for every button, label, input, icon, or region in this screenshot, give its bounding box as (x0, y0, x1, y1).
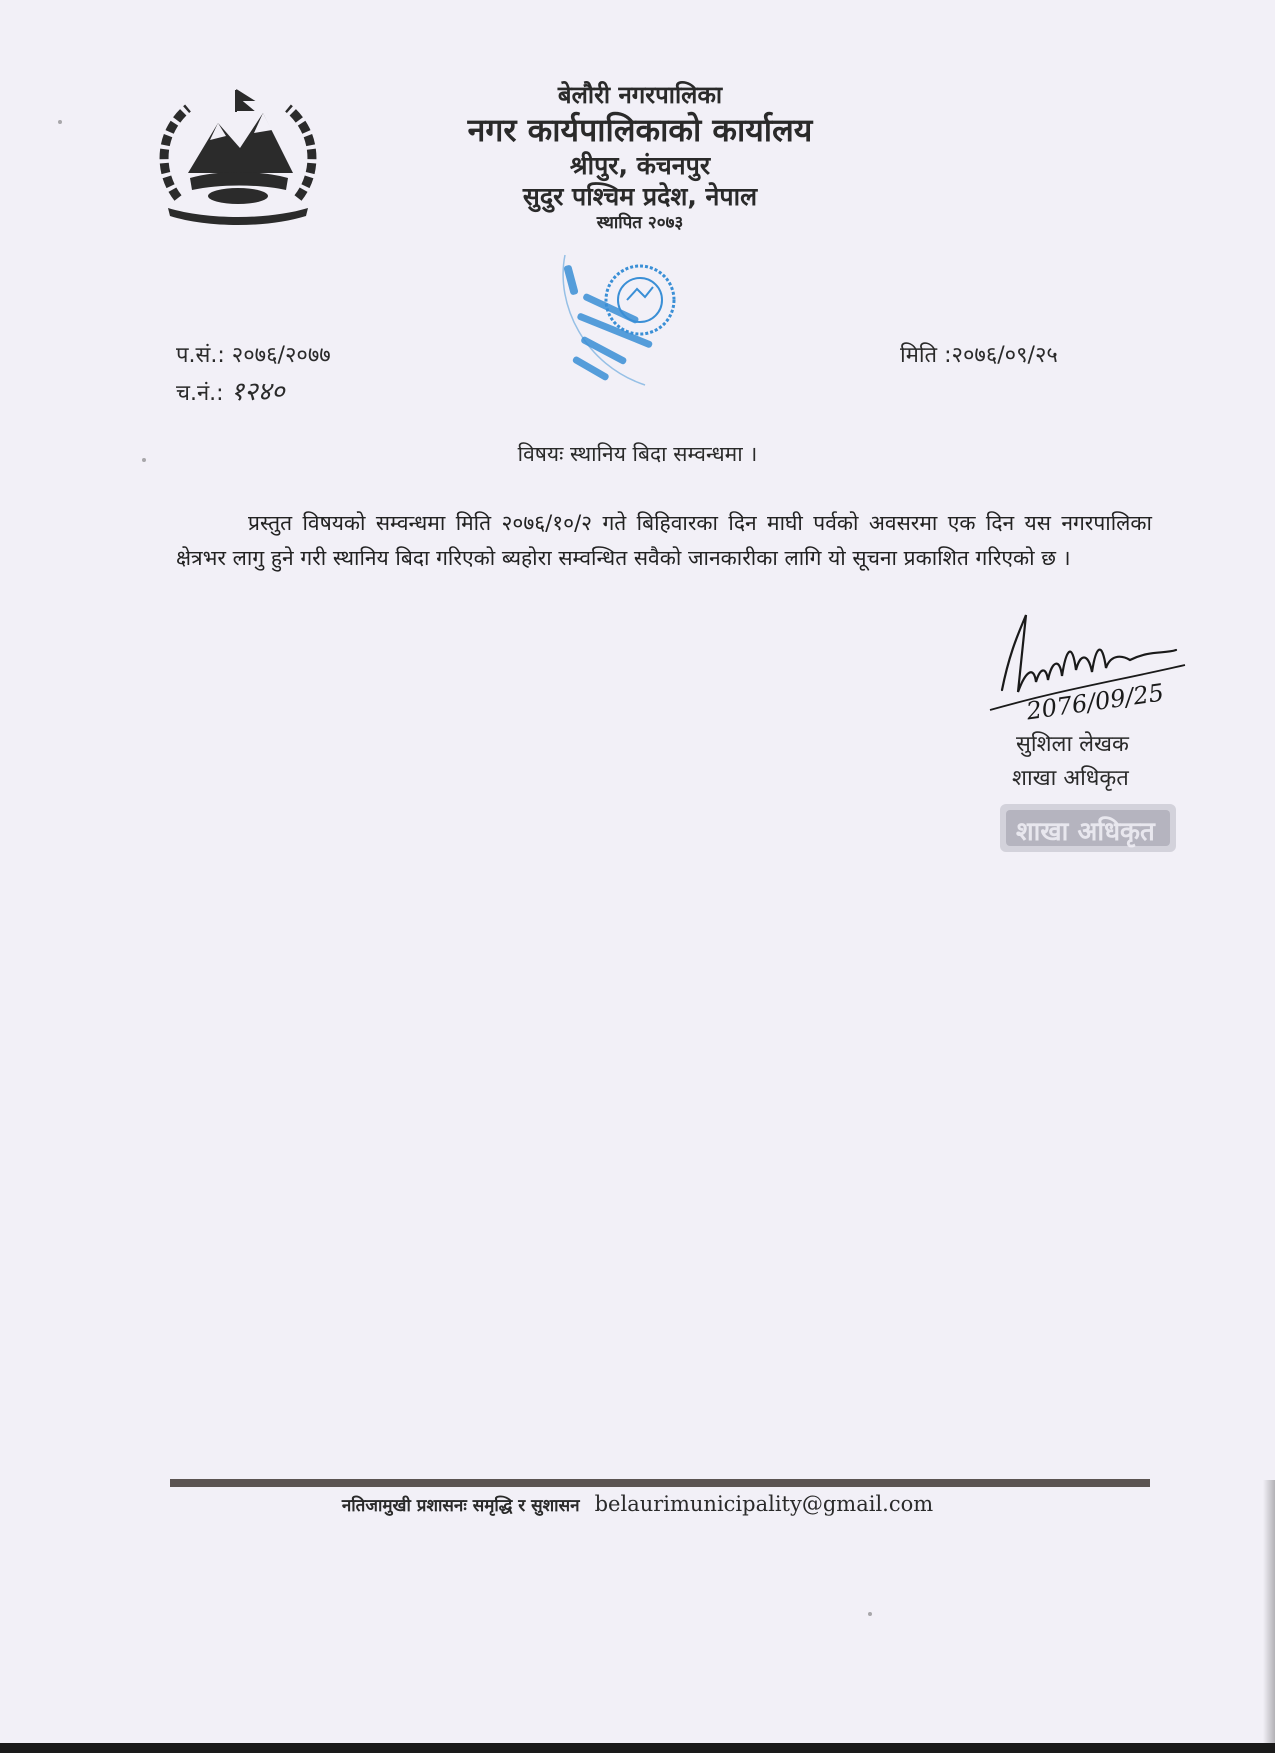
scan-speck (868, 1612, 872, 1616)
office-name: नगर कार्यपालिकाको कार्यालय (467, 111, 813, 149)
letter-body: प्रस्तुत विषयको सम्वन्धमा मिति २०७६/१०/२ गते बिहिवारका दिन माघी पर्वको अवसरमा एक दिन यस नगरपालिका क्षेत्रभर लागु हुने गरी स्थानिय बिदा गरिएको ब्यहोरा सम्वन्धित सवैको जानकारीका लागि यो सूचना प्रकाशित गरिएको छ । (176, 511, 1152, 570)
footer-divider (170, 1479, 1150, 1487)
dispatch-number-label: च.नं.: (176, 381, 224, 406)
signatory-name: सुशिला लेखक (1016, 732, 1129, 757)
signatory-title: शाखा अधिकृत (1012, 766, 1129, 791)
letter-subject: विषयः स्थानिय बिदा सम्वन्धमा । (517, 442, 758, 466)
footer-slogan: नतिजामुखी प्रशासनः समृद्धि र सुशासन (341, 1496, 580, 1516)
date-value: २०७६/०९/२५ (951, 343, 1058, 368)
signature-date: 2076/09/25 (1024, 678, 1166, 726)
fiscal-year-value: २०७६/२०७७ (231, 343, 331, 368)
designation-stamp (998, 798, 1178, 858)
established-year: स्थापित २०७३ (596, 212, 684, 233)
scan-edge-bottom (0, 1743, 1275, 1753)
municipality-name: बेलौरी नगरपालिका (557, 81, 723, 109)
date-block (900, 338, 1058, 374)
scan-edge-shadow (1263, 1480, 1275, 1753)
footer-email: belaurimunicipality@gmail.com (594, 1492, 934, 1516)
office-stamp-icon (545, 245, 715, 415)
date-label: मिति : (900, 343, 952, 368)
office-province: सुदुर पश्चिम प्रदेश, नेपाल (522, 182, 758, 212)
fiscal-year-label: प.सं.: (176, 343, 225, 368)
office-address: श्रीपुर, कंचनपुर (569, 151, 711, 180)
dispatch-number-row (176, 374, 331, 412)
dispatch-number-value: १२४० (230, 377, 285, 407)
scan-speck (142, 458, 146, 462)
reference-block (176, 338, 331, 412)
letterhead (420, 80, 860, 234)
scan-speck (58, 120, 62, 124)
fiscal-year-row (176, 338, 331, 374)
nepal-emblem-icon (148, 78, 328, 228)
signature-block (980, 610, 1200, 870)
footer (0, 1492, 1275, 1516)
designation-stamp-text: शाखा अधिकृत (1016, 817, 1155, 847)
